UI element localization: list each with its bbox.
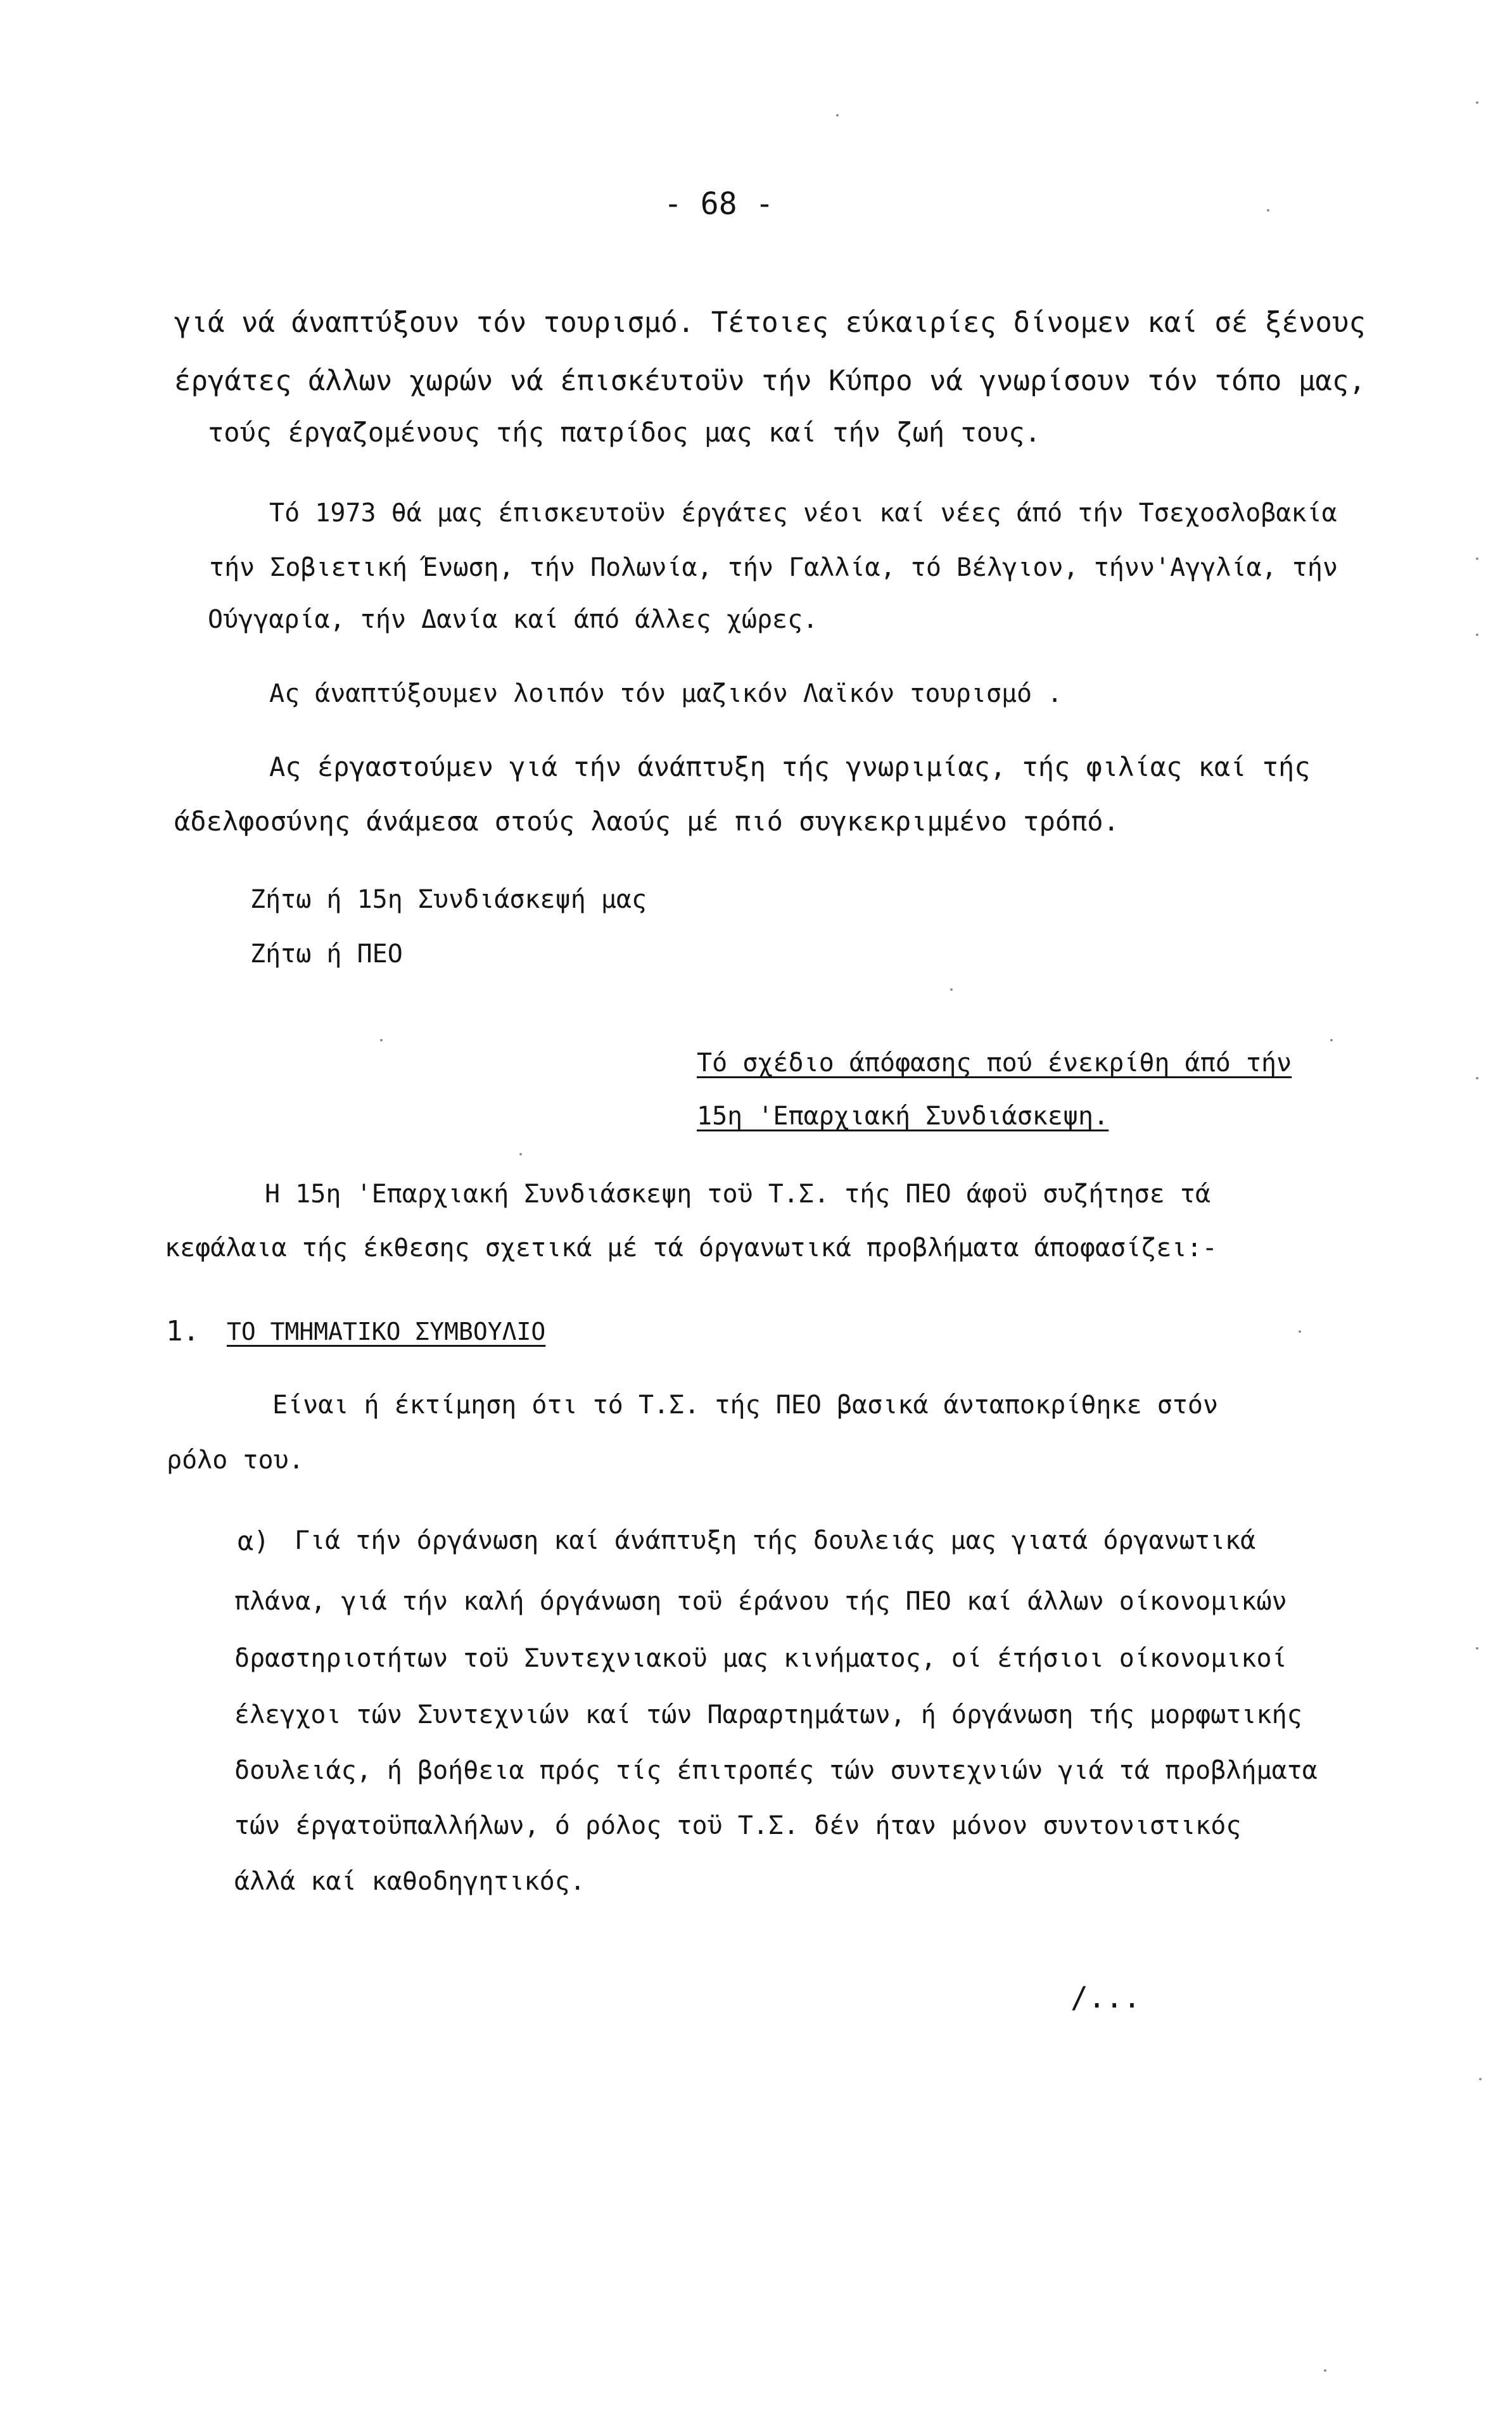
- paragraph-2-line-1: Τό 1973 θά μας έπισκευτοϋν έργάτες νέοι καί νέες άπό τήν Τσεχοσλοβακία: [269, 499, 1337, 528]
- scan-speck: [519, 1153, 522, 1155]
- continuation-mark: /...: [1070, 1980, 1141, 2014]
- scan-speck: [1267, 209, 1269, 212]
- item-a-line-6: τών έργατοϋπαλλήλων, ό ρόλος τοϋ Τ.Σ. δέν ήταν μόνον συντονιστικός: [234, 1811, 1242, 1840]
- paragraph-3: Ας άναπτύξουμεν λοιπόν τόν μαζικόν Λαϊκόν τουρισμό .: [269, 679, 1063, 708]
- page-number: - 68 -: [664, 186, 774, 222]
- section-1-number: 1.: [166, 1315, 200, 1347]
- scan-speck: [1479, 2078, 1482, 2080]
- item-a-line-1: Γιά τήν όργάνωση καί άνάπτυξη τής δουλειάς μας γιατά όργανωτικά: [295, 1526, 1256, 1555]
- scan-speck: [950, 988, 953, 991]
- decision-heading-line-2: 15η 'Επαρχιακή Συνδιάσκεψη.: [697, 1102, 1109, 1131]
- paragraph-4-line-2: άδελφοσύνης άνάμεσα στούς λαούς μέ πιό συγκεκριμμένο τρόπό.: [174, 806, 1119, 837]
- scan-speck: [1299, 1330, 1301, 1333]
- section-1-text-line-1: Είναι ή έκτίμηση ότι τό Τ.Σ. τής ΠΕΟ βασικά άνταποκρίθηκε στόν: [272, 1391, 1219, 1420]
- scan-speck: [380, 1039, 383, 1041]
- item-a-line-4: έλεγχοι τών Συντεχνιών καί τών Παραρτημάτων, ή όργάνωση τής μορφωτικής: [234, 1700, 1302, 1729]
- section-1-title: ΤΟ ΤΜΗΜΑΤΙΚΟ ΣΥΜΒΟΥΛΙΟ: [227, 1318, 546, 1346]
- section-1-text-line-2: ρόλο του.: [167, 1446, 304, 1475]
- decision-heading-line-1: Τό σχέδιο άπόφασης πού ένεκρίθη άπό τήν: [697, 1048, 1292, 1078]
- scan-speck: [1476, 1647, 1478, 1650]
- item-a-label: α): [238, 1525, 270, 1556]
- scan-speck: [836, 114, 839, 117]
- scan-speck: [1476, 557, 1478, 560]
- scan-speck: [1476, 101, 1478, 104]
- item-a-line-7: άλλά καί καθοδηγητικός.: [234, 1867, 585, 1896]
- paragraph-4-line-1: Ας έργαστούμεν γιά τήν άνάπτυξη τής γνωριμίας, τής φιλίας καί τής: [269, 751, 1311, 782]
- intro-line-2: κεφάλαια τής έκθεσης σχετικά μέ τά όργανωτικά προβλήματα άποφασίζει:-: [165, 1233, 1217, 1263]
- paragraph-1-line-2: έργάτες άλλων χωρών νά έπισκέυτοϋν τήν Κύπρο νά γνωρίσουν τόν τόπο μας,: [174, 365, 1366, 397]
- scan-speck: [1324, 2369, 1326, 2372]
- scan-speck: [1330, 1039, 1333, 1041]
- slogan-2: Ζήτω ή ΠΕΟ: [250, 939, 403, 969]
- slogan-1: Ζήτω ή 15η Συνδιάσκεψή μας: [250, 885, 647, 914]
- item-a-line-5: δουλειάς, ή βοήθεια πρός τίς έπιτροπές τών συντεχνιών γιά τά προβλήματα: [234, 1756, 1318, 1785]
- intro-line-1: Η 15η 'Επαρχιακή Συνδιάσκεψη τοϋ Τ.Σ. τής ΠΕΟ άφοϋ συζήτησε τά: [265, 1180, 1211, 1209]
- paragraph-2-line-2: τήν Σοβιετική Ένωση, τήν Πολωνία, τήν Γαλλία, τό Βέλγιον, τήνν'Αγγλία, τήν: [209, 553, 1338, 582]
- paragraph-2-line-3: Ούγγαρία, τήν Δανία καί άπό άλλες χώρες.: [208, 605, 818, 634]
- item-a-line-2: πλάνα, γιά τήν καλή όργάνωση τοϋ έράνου τής ΠΕΟ καί άλλων οίκονομικών: [234, 1587, 1287, 1616]
- item-a-line-3: δραστηριοτήτων τοϋ Συντεχνιακοϋ μας κινήματος, οί έτήσιοι οίκονομικοί: [234, 1644, 1287, 1673]
- paragraph-1-line-1: γιά νά άναπτύξουν τόν τουρισμό. Τέτοιες εύκαιρίες δίνομεν καί σέ ξένους: [174, 307, 1366, 339]
- scan-speck: [1476, 633, 1478, 636]
- paragraph-1-line-3: τούς έργαζομένους τής πατρίδος μας καί τήν ζωή τους.: [208, 417, 1041, 448]
- scan-speck: [1476, 1077, 1478, 1079]
